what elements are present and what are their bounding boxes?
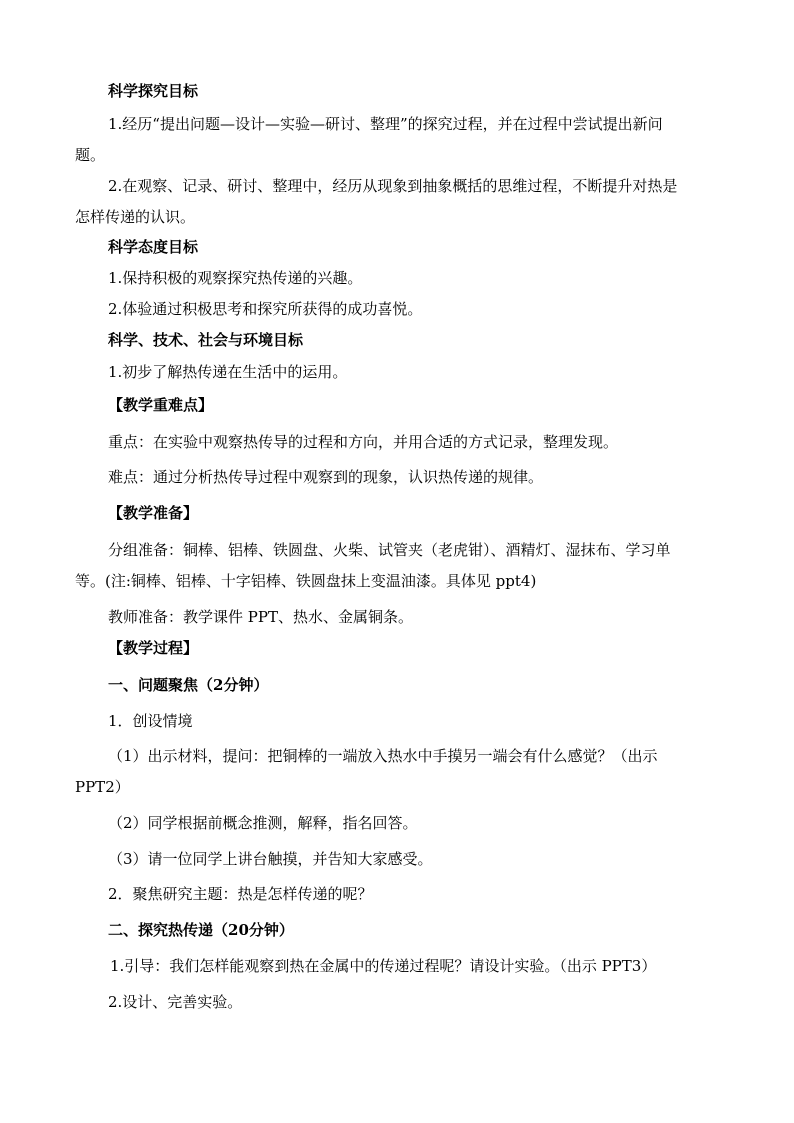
teacher-prep: 教师准备：教学课件 PPT、热水、金属铜条。: [108, 608, 413, 626]
group-prep-line1: 分组准备：铜棒、铝棒、铁圆盘、火柴、试管夹（老虎钳）、酒精灯、湿抹布、学习单: [108, 541, 671, 559]
s1-sub3: （3）请一位同学上讲台触摸，并告知大家感受。: [108, 850, 433, 868]
inquiry-item2-line2: 怎样传递的认识。: [75, 208, 196, 226]
s2-item2: 2.设计、完善实验。: [108, 993, 243, 1011]
heading-attitude: 科学态度目标: [108, 238, 199, 256]
sts-item1: 1.初步了解热传递在生活中的运用。: [108, 363, 348, 381]
heading-sts: 科学、技术、社会与环境目标: [108, 331, 304, 349]
section1-title: 一、问题聚焦（2分钟）: [108, 676, 269, 694]
heading-key-points: 【教学重难点】: [108, 396, 214, 414]
s2-item1: 1.引导：我们怎样能观察到热在金属中的传递过程呢？请设计实验。（出示 PPT3）: [110, 957, 657, 975]
key-point: 重点：在实验中观察热传导的过程和方向，并用合适的方式记录，整理发现。: [108, 433, 619, 451]
attitude-item1: 1.保持积极的观察探究热传递的兴趣。: [108, 269, 363, 287]
s1-sub2: （2）同学根据前概念推测，解释，指名回答。: [108, 814, 418, 832]
section2-title: 二、探究热传递（20分钟）: [108, 921, 294, 939]
heading-preparation: 【教学准备】: [108, 504, 199, 522]
difficult-point: 难点：通过分析热传导过程中观察到的现象，认识热传递的规律。: [108, 468, 544, 486]
heading-process: 【教学过程】: [108, 639, 199, 657]
heading-science-inquiry: 科学探究目标: [108, 82, 199, 100]
inquiry-item1-line2: 题。: [75, 146, 106, 164]
group-prep-line2: 等。(注:铜棒、铝棒、十字铝棒、铁圆盘抹上变温油漆。具体见 ppt4): [75, 572, 537, 590]
attitude-item2: 2.体验通过积极思考和探究所获得的成功喜悦。: [108, 300, 423, 318]
s1-sub1-line2: PPT2）: [75, 778, 130, 796]
s1-item2: 2．聚焦研究主题：热是怎样传递的呢？: [108, 885, 373, 903]
inquiry-item1-line1: 1.经历“提出问题—设计—实验—研讨、整理”的探究过程，并在过程中尝试提出新问: [108, 115, 663, 133]
s1-sub1-line1: （1）出示材料，提问：把铜棒的一端放入热水中手摸另一端会有什么感觉？（出示: [108, 747, 658, 765]
inquiry-item2-line1: 2.在观察、记录、研讨、整理中，经历从现象到抽象概括的思维过程，不断提升对热是: [108, 177, 678, 195]
s1-item1: 1．创设情境: [108, 712, 193, 730]
